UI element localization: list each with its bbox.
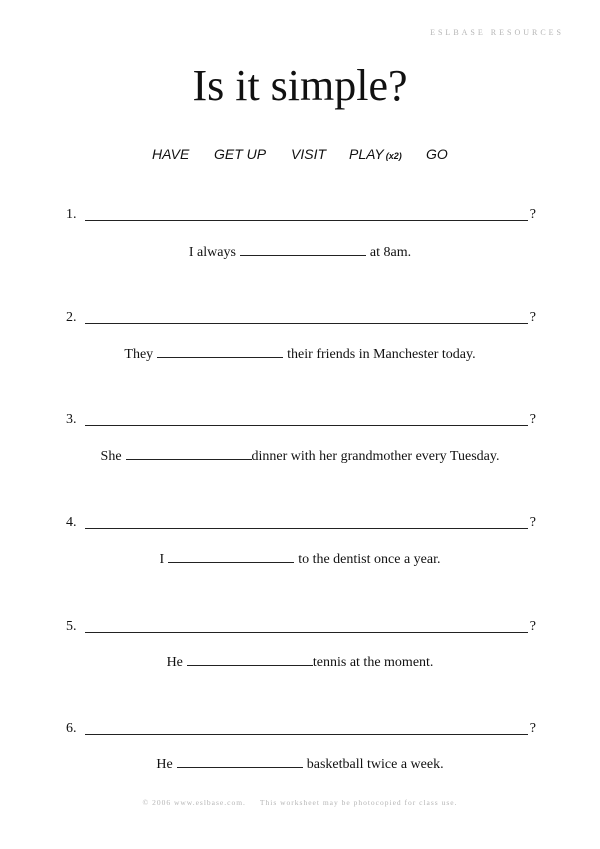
sentence-end: to the dentist once a year. — [298, 552, 441, 567]
answer-sentence — [0, 344, 600, 364]
question-number: 5. — [66, 619, 77, 634]
question-number: 4. — [66, 515, 77, 530]
word-bank-item — [426, 146, 448, 162]
answer-blank[interactable] — [240, 242, 366, 256]
answer-blank[interactable] — [168, 549, 294, 563]
question-line — [66, 412, 536, 428]
page-title: Is it simple? — [192, 61, 408, 110]
answer-sentence — [0, 446, 600, 466]
word-bank-item — [291, 146, 326, 162]
answer-blank[interactable] — [157, 344, 283, 358]
sentence-end: at 8am. — [369, 245, 412, 260]
word-bank-word: VISIT — [291, 146, 327, 162]
question-mark: ? — [529, 619, 536, 634]
question-line — [66, 515, 536, 531]
question-answer-rule[interactable] — [85, 528, 528, 529]
sentence-start: I always — [188, 245, 236, 260]
page-footer — [0, 798, 600, 807]
question-mark: ? — [529, 310, 536, 325]
footer-copyright: © 2006 www.eslbase.com. — [142, 798, 246, 807]
question-answer-rule[interactable] — [85, 323, 528, 324]
question-mark: ? — [529, 207, 536, 222]
question-mark: ? — [529, 515, 536, 530]
answer-sentence — [0, 754, 600, 774]
word-bank-word: PLAY — [349, 146, 384, 162]
question-number: 1. — [66, 207, 77, 222]
sentence-end: their friends in Manchester today. — [287, 347, 476, 362]
footer-notice: This worksheet may be photocopied for class use. — [259, 798, 458, 807]
answer-blank[interactable] — [177, 754, 303, 768]
answer-sentence — [0, 652, 600, 672]
answer-blank[interactable] — [126, 446, 252, 460]
answer-sentence — [0, 549, 600, 569]
sentence-start: They — [124, 347, 154, 362]
question-answer-rule[interactable] — [85, 734, 528, 735]
sentence-start: He — [156, 757, 173, 772]
word-bank-item — [152, 146, 189, 162]
question-number: 6. — [66, 721, 77, 736]
answer-blank[interactable] — [187, 652, 313, 666]
question-line — [66, 310, 536, 326]
question-line — [66, 619, 536, 635]
sentence-start: She — [100, 449, 122, 464]
sentence-end: tennis at the moment. — [312, 655, 434, 670]
sentence-start: I — [159, 552, 165, 567]
brand-label: ESLBASE RESOURCES — [430, 28, 564, 37]
question-answer-rule[interactable] — [85, 632, 528, 633]
question-mark: ? — [529, 412, 536, 427]
word-bank-note: (x2) — [385, 151, 402, 161]
word-bank-word: HAVE — [152, 146, 190, 162]
answer-sentence — [0, 242, 600, 262]
sentence-start: He — [166, 655, 183, 670]
question-line — [66, 207, 536, 223]
question-mark: ? — [529, 721, 536, 736]
word-bank-word: GO — [426, 146, 448, 162]
word-bank-word: GET UP — [214, 146, 267, 162]
word-bank-item — [214, 146, 266, 162]
sentence-end: dinner with her grandmother every Tuesday. — [251, 449, 500, 464]
question-answer-rule[interactable] — [85, 220, 528, 221]
sentence-end: basketball twice a week. — [306, 757, 444, 772]
question-answer-rule[interactable] — [85, 425, 528, 426]
question-number: 2. — [66, 310, 77, 325]
question-number: 3. — [66, 412, 77, 427]
question-line — [66, 721, 536, 737]
word-bank-item — [349, 146, 402, 162]
